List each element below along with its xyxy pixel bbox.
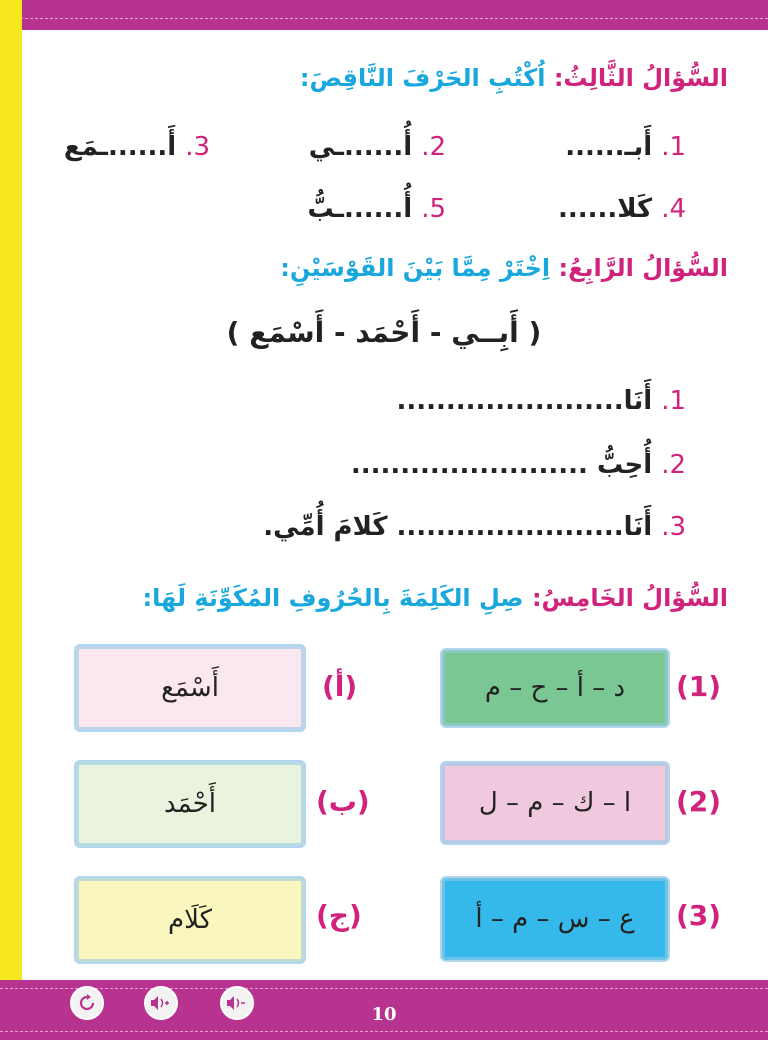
item-text: أَنَا....................... كَلامَ أُمِّي. [263, 512, 653, 542]
match-label-3: (3) [676, 899, 722, 932]
item-number: 2. [421, 132, 446, 162]
letters-box-1[interactable]: د – أ – ح – م [442, 650, 668, 726]
q3-item-3 [64, 132, 210, 162]
q3-label: السُّؤالُ الثَّالِثُ: [553, 64, 728, 92]
q5-title [143, 584, 729, 612]
match-label-c: (ج) [316, 899, 362, 932]
match-label-b: (ب) [316, 785, 370, 818]
left-color-strip [0, 0, 22, 1040]
item-number: 5. [421, 194, 446, 224]
item-number: 1. [661, 132, 686, 162]
top-banner [0, 0, 768, 30]
item-number: 3. [185, 132, 210, 162]
item-text: أَنَا....................... [396, 386, 653, 416]
item-text: أَ......ـمَع [63, 132, 177, 162]
item-number: 4. [661, 194, 686, 224]
q5-instruction: صِلِ الكَلِمَةَ بِالحُرُوفِ المُكَوِّنَةِ لَهَا: [142, 584, 524, 612]
q4-instruction: اِخْتَرْ مِمَّا بَيْنَ القَوْسَيْنِ: [280, 254, 551, 282]
q3-item-5 [308, 194, 446, 224]
q4-item-2 [351, 450, 686, 480]
item-text: أُ......ـي [308, 132, 413, 162]
item-text: أَبـ...... [565, 132, 653, 162]
item-text: أُحِبُّ ........................ [350, 450, 653, 480]
q5-label: السُّؤالُ الخَامِسُ: [531, 584, 728, 612]
q4-item-3 [263, 512, 686, 542]
item-text: كَلا...... [558, 194, 653, 224]
item-number: 2. [661, 450, 686, 480]
match-label-2: (2) [676, 785, 722, 818]
letters-box-2[interactable]: ا – ك – م – ل [442, 763, 668, 843]
q3-instruction: اُكْتُبِ الحَرْفَ النَّاقِصَ: [299, 64, 546, 92]
q3-item-2 [309, 132, 446, 162]
q4-word-choices: ( أَبِــي - أَحْمَد - أَسْمَع ) [226, 316, 542, 349]
word-box-b[interactable]: أَحْمَد [76, 762, 304, 846]
q3-item-1 [565, 132, 686, 162]
q3-item-4 [558, 194, 686, 224]
letters-box-3[interactable]: ع – س – م – أ [442, 878, 668, 960]
q4-label: السُّؤالُ الرَّابِعُ: [558, 254, 728, 282]
match-label-a: (أ) [322, 670, 358, 703]
item-number: 3. [661, 512, 686, 542]
q3-title [300, 64, 728, 92]
word-box-c[interactable]: كَلَام [76, 878, 304, 962]
item-text: أُ......ـبُّ [307, 194, 413, 224]
item-number: 1. [661, 386, 686, 416]
q4-item-1 [397, 386, 686, 416]
q4-title [280, 254, 728, 282]
match-label-1: (1) [676, 670, 722, 703]
page-number: 10 [371, 1004, 397, 1025]
word-box-a[interactable]: أَسْمَع [76, 646, 304, 730]
